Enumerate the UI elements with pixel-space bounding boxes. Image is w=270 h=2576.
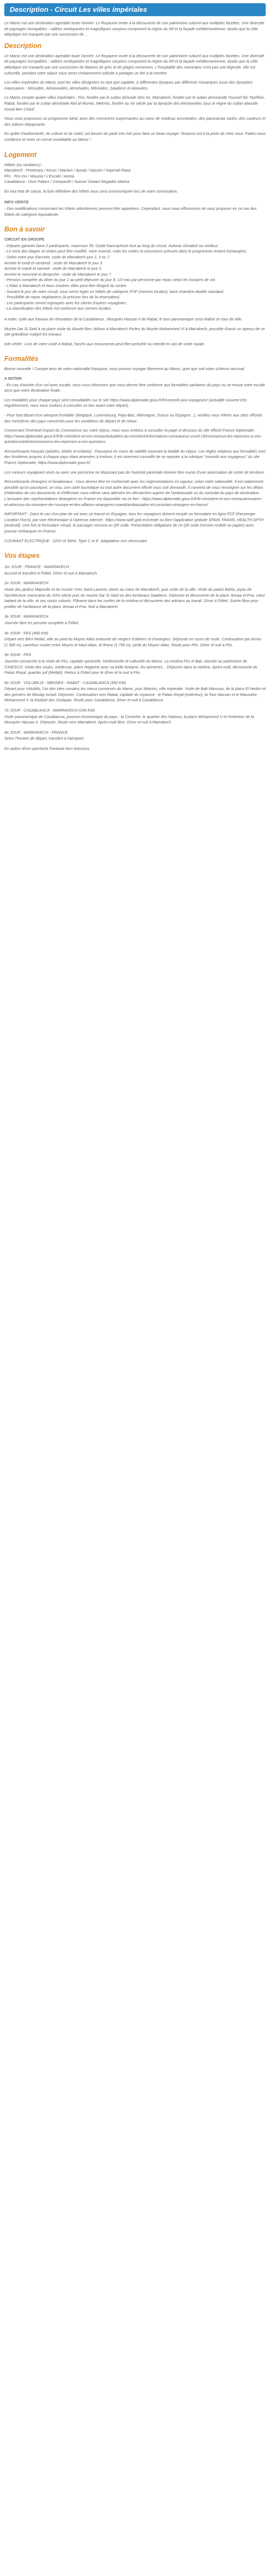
description-banner — [4, 3, 266, 16]
circuit-line: - Suivant le jour de votre circuit, vous serez logés en hôtels de catégorie 3*/4* (normes locales), base chambre double standard. — [4, 289, 225, 294]
info-verite-title: INFO VERITE — [4, 200, 29, 205]
description-paragraph: Les villes impériales du Maroc sont les villes désignées en tant que capitale, à différentes époques par différents monarques issus des dynasties marocaines : Idrissides, Almoravides, Almohades, Mérinides, Saadiens et Alaouites. — [4, 80, 253, 91]
page — [0, 0, 270, 761]
logement-after-text: En tout état de cause, la liste définitive des hôtels vous sera communiquée lors de votre convocation. — [4, 188, 178, 194]
formalites-paragraph: Concernant l'éventuel impact du Coronavirus sur votre séjour, nous vous invitons à consulter la page ci-dessous du site officiel France Diplomatie : https://www.diplomatie.gouv.fr/fr/le-ministere-et-son-reseau/actualites-du-ministere/informations-coronavirus-covid-19/coronavirus-les-reponses-a-vos-questions/article/coronavirus-les-reponses-a-vos-questions — [4, 428, 262, 445]
days-list — [4, 564, 266, 742]
circuit-line: - L'hôtel à Marrakech et dans d'autres villes peut être éloigné du centre. — [4, 283, 127, 288]
day-heading: 5e JOUR : FES — [4, 652, 31, 658]
day-text: Selon l'horaire de départ, transfert à l'aéroport. — [4, 736, 85, 741]
formalites-paragraph: Ressortissants étrangers et binationaux : Vous devrez être en conformité avec les réglementations en vigueur, selon votre nationalité. Il est notamment possible qu'un passeport, un visa, une carte touristique ou tout autre document officiel vous soit demandé. Il convient de vous renseigner sur les délais d'obtention de ces documents et d'effectuer vous-même sans attendre les démarches auprès de l'ambassade ou du consulat du pays de destination. L'annuaire des représentations étrangères en France est disponible via ce lien : https://www.diplomatie.gouv.fr/fr/le-ministere-et-son-reseau/annuaires-et-adresses-du-ministere-de-l-europe-et-des-affaires-etrangeres-maedi/ambassades-et-consulats-etrangers-en-france/ — [4, 479, 264, 507]
a-noter-title: A NOTER — [4, 375, 22, 381]
description-paragraph: Nous vous proposons un programme idéal, avec des rencontres surprenantes au coeur de médinas ancestrales, des panoramas variés, des couleurs et des odeurs dépaysante. — [4, 116, 266, 127]
day-heading: 4e JOUR : FES (490 KM) — [4, 630, 49, 636]
day-heading: 8e JOUR : MARRAKECH - FRANCE — [4, 729, 68, 735]
day-text: Accueil et transfert à l'hôtel. Dîner et nuit à Marrakech. — [4, 570, 98, 576]
bon-a-savoir-title: Bon à savoir — [4, 226, 45, 234]
formalites-paragraph: Bonne nouvelle ! Compte tenu de votre nationalité française, vous pouvez voyager librement au Maroc, quel que soit votre schéma vaccinal. — [4, 366, 245, 372]
day-heading: 1er JOUR : FRANCE - MARRAKECH — [4, 564, 69, 570]
day-heading: 6e JOUR : VOLUBILIS - MEKNES - RABAT - CASABLANCA (350 KM) — [4, 680, 126, 685]
logement-title: Logement — [4, 151, 37, 159]
day-heading: 7e JOUR : CASABLANCA - MARRAKECH (240 KM) — [4, 708, 95, 713]
day-heading: 3e JOUR : MARRAKECH — [4, 614, 49, 619]
museum-note: Musée Dar Si Saïd à sa place visite du Musée Ben Jelloun à Marrakech Portes du Musée Mohammed VI à Marrakech, possible d'avoir un aperçu de ce site grandiose malgré les travaux. — [4, 326, 265, 337]
circuit-line: - Pension complète du dîner du jour 1 au petit déjeuner du jour 8, 1/2 eau par personne par repas selon les horaires de vol. — [4, 277, 216, 283]
renovation-note: A noter, suite aux travaux de rénovation de la Casablanca : Mosquée Hassan II de Rabat, le tour panoramique sera réalisé en tour de ville. — [4, 316, 242, 322]
circuit-line: - Selon votre jour d'arrivée, visite de Marrakech jour 2, 3 ou 7. — [4, 255, 111, 260]
hotels-subtitle: Hôtels (ou similaires) : — [4, 162, 43, 167]
vos-etapes-title: Vos étapes — [4, 552, 40, 560]
banner-title: Description - Circuit Les villes impériales — [10, 5, 147, 13]
description-paragraph: En quête d'authenticité, de culture et de soleil, nul besoin de partir très loin pour faire un beau voyage, l'évasion est à la porte de chez vous. Faites-nous confiance et vivez un circuit inoubliable au Maroc ! — [4, 131, 266, 142]
day-text: Visite panoramique de Casablanca, poumon économique du pays : la Corniche, le quartier des Habous, la place Mohammed V et l'extérieur de la Mosquée Hassan II. Déjeuner. Route vers Marrakech. Après-midi libre. Dîner et nuit à Marrakech. — [4, 714, 254, 725]
rabat-note: Info vérité : Lors de votre visite à Rabat, l'accès aux monuments peut être perturbé ou interdit en cas de visite royale. — [4, 341, 205, 346]
day-text: Départ vers Béni Mellal, ville au pied du Moyen Atlas entourée de vergers d'oliviers et d'orangers. Déjeuner en cours de route. Continuation par Azrou (1 300 m), carrefour routier entre Moyen et Haut Atlas, et Ifrane (1 700 m), perle du Moyen Atlas. Route pour Fès. Dîner et nuit à Fès. — [4, 637, 261, 647]
description-paragraph: Le Maroc est une destination agréable toute l'année. Le Royaume invite à la découverte de son patrimoine culturel aux multiples facettes. Une diversité de paysages incroyables : vallées verdoyantes et magnifiques canyons composent la région du Rif et la façade méditerranéenne, tandis que la côte atlantique est marquée par une succession de falaises de grès et de plages immenses. L'hospitalité des marocains n'est pas une légende, elle est culturelle, pendant votre séjour vous serez certainement sollicité à partager un thé à la menthe. — [4, 53, 265, 76]
circuit-line: - Les participants seront regroupés avec les clients d'autres voyagistes. — [4, 300, 127, 305]
day-text: Visite des jardins Majorelle et du musée Yves Saint Laurent, situés au cœur de Marrakech, puis visite de la ville. Visite du palais Bahia, joyau de l'architecture marocaine du XIXe siècle puis du musée Dar Si Saïd ou des tombeaux Saadiens. Déjeuner et découverte de la place Jemaa el-Fna, cœur battant de la ville, et ses souks colorés. Flânerie dans les ruelles de la médina et découverte des artisans au travail. Dîner à l'hôtel. Soirée libre pour profiter de l'ambiance de la place Jemaa el-Fna. Nuit à Marrakech. — [4, 586, 265, 609]
circuit-line: - Le sens des étapes et visites peut être modifié, voire inversé, mais les visites et excursions prévues dans le programme restent inchangées. — [4, 249, 247, 254]
circuit-line: - La classification des hôtels est conforme aux normes locales. — [4, 306, 112, 311]
formalites-paragraph: - Pour tout départ d'un aéroport frontalier (Belgique, Luxembourg, Pays-Bas, Allemagne, Suisse ou Espagne...), veuillez vous référer aux sites officiels des ministères des pays concernés pour les conditions de départ et de retour. — [4, 412, 262, 423]
formalites-paragraph: COURANT ELECTRIQUE : 220V et 50Hz. Type C et E. Adaptateur non nécessaire. — [4, 538, 148, 543]
circuit-line: Arrivée le mercredi et dimanche : visite de Marrakech le jour 7. — [4, 271, 112, 277]
option-note: En option dîner-spectacle Fantasia hors boissons. — [4, 746, 91, 751]
info-verite-text: - Des modifications concernant les hôtels sélectionnés peuvent être apportées. Cependant, nous nous efforcerons de vous proposer en ce cas des hôtels de catégorie équivalente. — [4, 206, 257, 217]
circuit-line: - Départs garantis base 2 participants, maximum 35. Guide francophone tout au long du circuit. Autocar climatisé ou minibus. — [4, 243, 219, 248]
intro-text: Le Maroc est une destination agréable toute l'année. Le Royaume invite à la découverte de son patrimoine culturel aux multiples facettes. Une diversité de paysages incroyables : vallées verdoyantes et magnifiques canyons composent la région du Rif et la façade méditerranéenne, tandis que la côte atlantique est marquée par une succession de ... — [4, 21, 265, 37]
circuit-line: Arrivée le mardi et samedi : visite de Marrakech le jour 2. — [4, 266, 103, 271]
formalites-title: Formalités — [4, 355, 39, 363]
formalites-paragraph: Ressortissants français (adultes, bébés et enfants) : Passeport en cours de validité couvrant la totalité du séjour. Les règles relatives aux formalités sont des frontières propres à chaque pays étant amenées à évoluer, il est vivement conseillé de se reporter à la rubrique "conseils aux voyageurs" du site France Diplomatie, https://www.diplomatie.gouv.fr/. — [4, 448, 266, 466]
circuit-line: - Possibilité de repas végétariens (à préciser lors de la réservation). — [4, 295, 120, 300]
circuit-groupe-title: CIRCUIT EN GROUPE — [4, 237, 45, 242]
formalites-paragraph: Les mineurs voyageant seuls ou avec une personne ne disposant pas de l'autorité parentale doivent être munis d'une autorisation de sortie de territoire. — [4, 469, 265, 475]
hotel-list-item: Fès : Fes Inn / Mounia / L'Escale / Arena — [4, 173, 75, 179]
day-text: Départ pour Volubilis, l'un des sites romains les mieux conservés du Maroc, puis Meknès, ville impériale. Visite de Bab Mansour, de la place El Hedim et des greniers de Moulay Ismaïl. Déjeuner. Continuation vers Rabat, capitale du royaume : le Palais Royal (extérieur), la Tour Hassan et le Mausolée Mohammed V, la Kasbah des Oudayas. Route pour Casablanca. Dîner et nuit à Casablanca. — [4, 686, 266, 703]
day-text: Journée libre en pension complète à l'hôtel. — [4, 620, 79, 625]
formalites-paragraph: Les modalités pour chaque pays sont consultables sur le site https://www.diplomatie.gouv.fr/fr/conseils-aux-voyageurs/ (actualité souvent très régulièrement, nous vous invitons à consulter ce lien avant votre départ). — [4, 397, 247, 408]
formalites-paragraph: IMPORTANT : Dans le cas d'un plan de vol avec un transit en Espagne, tous les voyageurs doivent remplir un formulaire en ligne FCF (Passenger Location Form), par voie électronique à l'adresse internet : https://www.spth.gob.es/create ou bien l'application gratuite SPAIN TRAVEL HEALTH-SPTH (Android). Une fois le formulaire rempli, le passager recevra un QR code. Présentation obligatoire de ce QR code (version mobile ou papier) avec pouvoir embarquer en France. — [4, 511, 264, 534]
formalites-paragraph: - En cas d'arrivée d'un vol avec escale, nous vous informons que vous devrez être conforme aux formalités sanitaires du pays ou se trouve votre escale ainsi que votre destination finale. — [4, 382, 265, 393]
day-text: Journée consacrée à la visite de Fès, capitale spirituelle, intellectuelle et culturelle du Maroc. La medina Fès el Bali, classée au patrimoine de l'UNESCO. Visite des souks, médersas, place Nejjarine avec sa belle fontaine, les tanneries... Déjeuner dans la médina. Après-midi, découverte du Palais Royal, quartier juif (Mellah). Retour à l'hôtel pour le dîner et la nuit à Fès. — [4, 658, 258, 675]
circuit-line: Arrivée le lundi et vendredi : visite de Marrakech le jour 3. — [4, 260, 103, 265]
hotel-list-item: Casablanca : Oum Palace / Companile / Suisse/ Diwan/ Mogador Marina — [4, 179, 130, 185]
hotel-list-item: Marrakech : Printemps / Kenzi / Mariam / Ayoub / Nassim / Imperial Plaza — [4, 168, 131, 173]
description-paragraph: Le Maroc compte quatre villes impériales : Fès, fondée par le sultan Idrisside Idris Ier, Marrakech, fondée par le sultan almoravide Youssef Ibn Tachfine, Rabat, fondée par le sultan almohade Abd al-Mumin, Meknès, fondée au Xe siècle par la dynastie des Almoravides sous le règne du sultan alaouite Ismaïl Ben Chérif. — [4, 95, 265, 112]
description-title: Description — [4, 42, 42, 50]
day-heading: 2e JOUR : MARRAKECH — [4, 580, 49, 586]
